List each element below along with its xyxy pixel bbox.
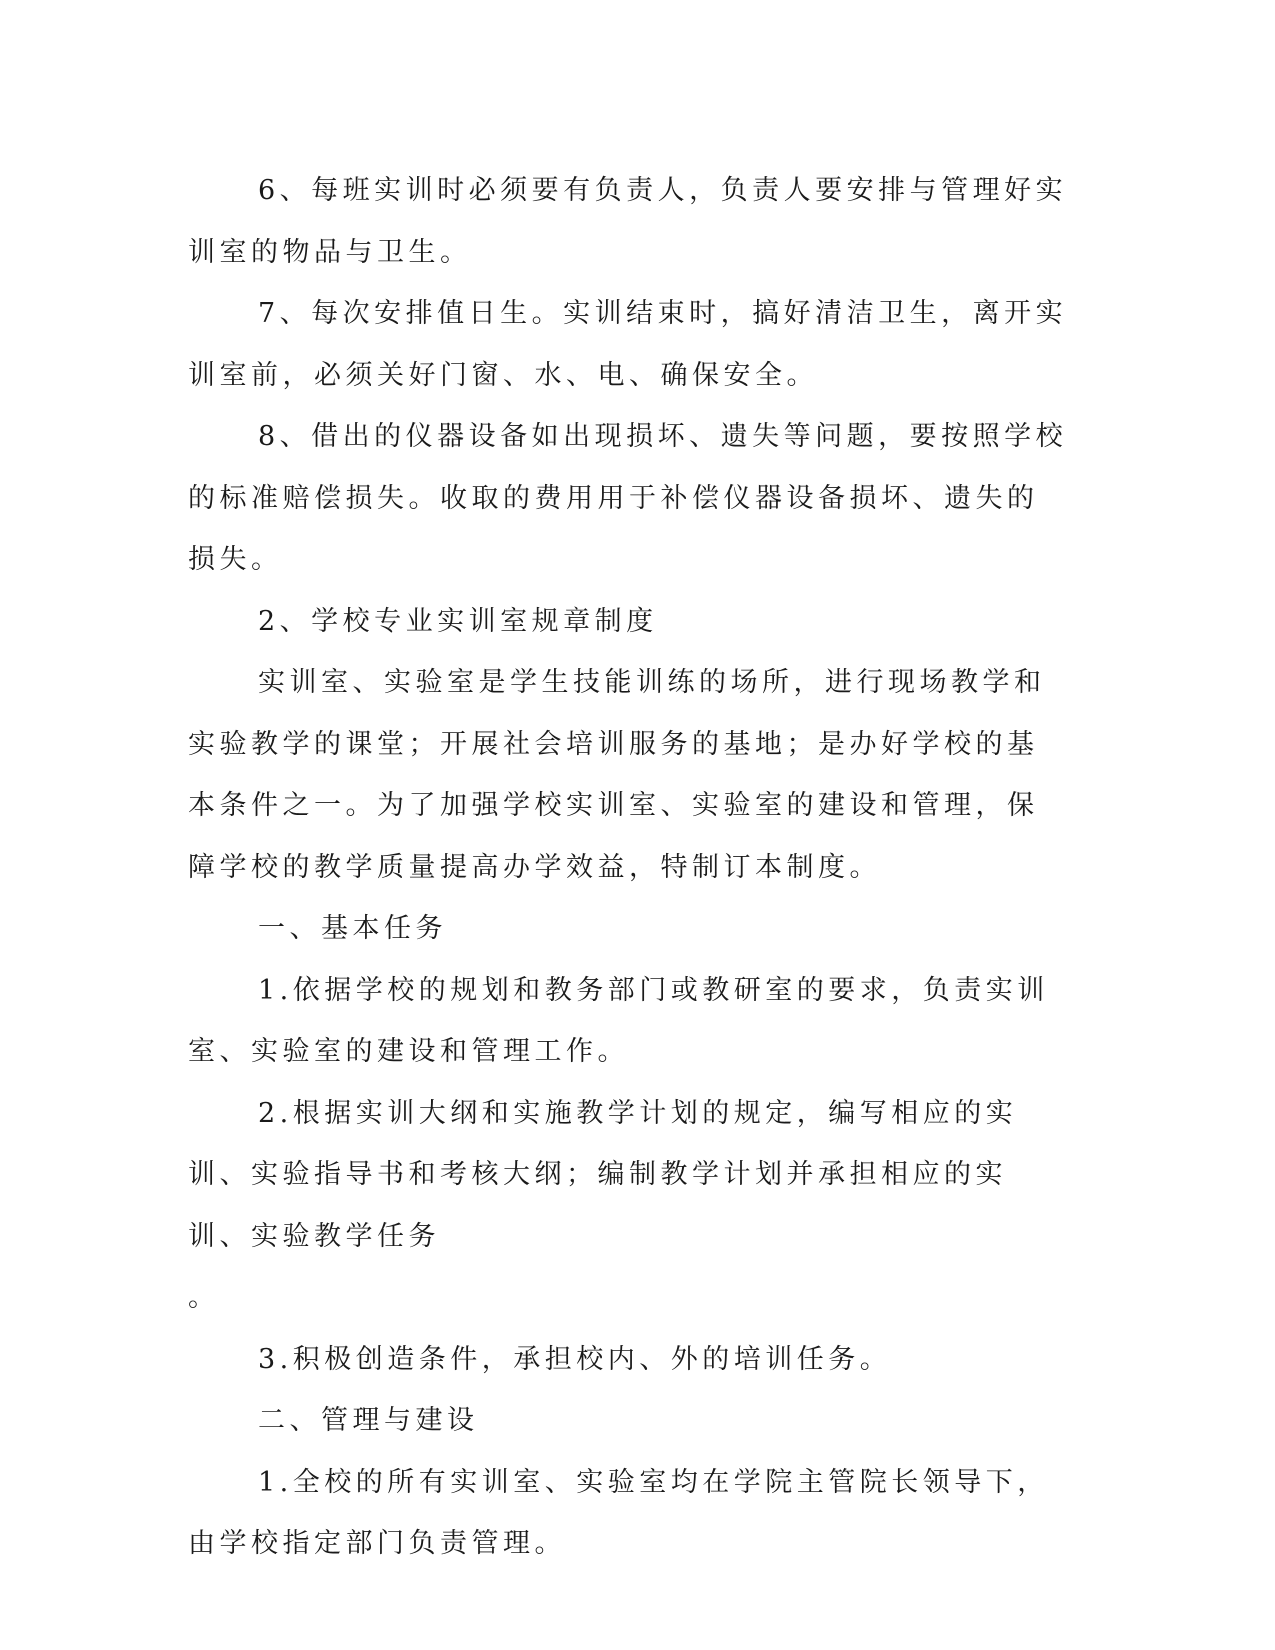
paragraph-rule-6: 6、每班实训时必须要有负责人，负责人要安排与管理好实训室的物品与卫生。 — [188, 175, 1068, 268]
paragraph-intro: 实训室、实验室是学生技能训练的场所，进行现场教学和实验教学的课堂；开展社会培训服务的基地；是办好学校的基本条件之一。为了加强学校实训室、实验室的建设和管理，保障学校的教学质量提高办学效益，特制订本制度。 — [188, 667, 1046, 883]
paragraph-task-2-tail: 。 — [188, 1282, 220, 1313]
section-heading-management: 二、管理与建设 — [258, 1405, 479, 1436]
paragraph-task-2: 2.根据实训大纲和实施教学计划的规定，编写相应的实训、实验指导书和考核大纲；编制教学计划并承担相应的实训、实验教学任务 — [188, 1097, 1018, 1252]
paragraph-rule-8: 8、借出的仪器设备如出现损坏、遗失等问题，要按照学校的标准赔偿损失。收取的费用用于补偿仪器设备损坏、遗失的损失。 — [188, 421, 1068, 575]
document-body — [188, 160, 1068, 1575]
paragraph-task-1: 1.依据学校的规划和教务部门或教研室的要求，负责实训室、实验室的建设和管理工作。 — [188, 974, 1049, 1067]
section-heading-lab-rules: 2、学校专业实训室规章制度 — [258, 605, 658, 637]
paragraph-task-3: 3.积极创造条件，承担校内、外的培训任务。 — [258, 1343, 892, 1375]
section-heading-basic-tasks: 一、基本任务 — [258, 913, 447, 944]
paragraph-management-1: 1.全校的所有实训室、实验室均在学院主管院长领导下，由学校指定部门负责管理。 — [188, 1466, 1049, 1559]
paragraph-rule-7: 7、每次安排值日生。实训结束时，搞好清洁卫生，离开实训室前，必须关好门窗、水、电、确保安全。 — [188, 298, 1068, 391]
